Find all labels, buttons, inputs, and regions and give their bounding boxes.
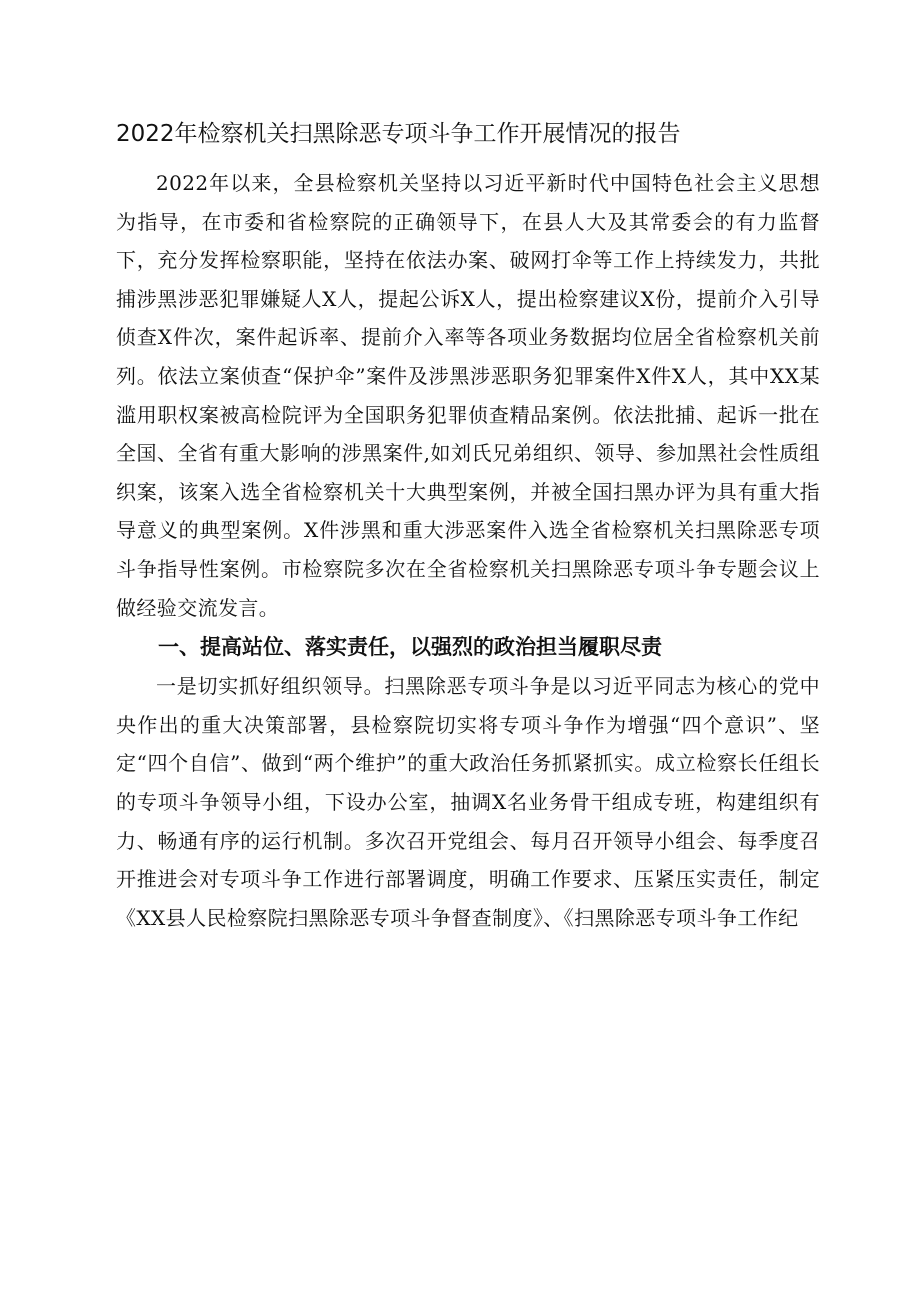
section-heading-1: 一、提高站位、落实责任，以强烈的政治担当履职尽责 xyxy=(158,635,662,660)
intro-paragraph: 2022年以来，全县检察机关坚持以习近平新时代中国特色社会主义思想为指导，在市委和省检察院的正确领导下，在县人大及其常委会的有力监督下，充分发挥检察职能，坚持在依法办案、破网打伞等工作上持续发力，共批捕涉黑涉恶犯罪嫌疑人X人，提起公诉X人，提出检察建议X份，提前介入引导侦查X件次，案件起诉率、提前介入率等各项业务数据均位居全省检察机关前列。依法立案侦查“保护伞”案件及涉黑涉恶职务犯罪案件X件X人，其中XX某滥用职权案被高检院评为全国职务犯罪侦查精品案例。依法批捕、起诉一批在全国、全省有重大影响的涉黑案件,如刘氏兄弟组织、领导、参加黑社会性质组织案，该案入选全省检察机关十大典型案例，并被全国扫黑办评为具有重大指导意义的典型案例。X件涉黑和重大涉恶案件入选全省检察机关扫黑除恶专项斗争指导性案例。市检察院多次在全省检察机关扫黑除恶专项斗争专题会议上做经验交流发言。 xyxy=(116,171,820,620)
section-1-paragraph: 一是切实抓好组织领导。扫黑除恶专项斗争是以习近平同志为核心的党中央作出的重大决策部署，县检察院切实将专项斗争作为增强“四个意识”、坚定“四个自信”、做到“两个维护”的重大政治任务抓紧抓实。成立检察长任组长的专项斗争领导小组，下设办公室，抽调X名业务骨干组成专班，构建组织有力、畅通有序的运行机制。多次召开党组会、每月召开领导小组会、每季度召开推进会对专项斗争工作进行部署调度，明确工作要求、压紧压实责任，制定《XX县人民检察院扫黑除恶专项斗争督查制度》、《扫黑除恶专项斗争工作纪 xyxy=(116,674,820,930)
document-title: 2022年检察机关扫黑除恶专项斗争工作开展情况的报告 xyxy=(116,121,681,147)
